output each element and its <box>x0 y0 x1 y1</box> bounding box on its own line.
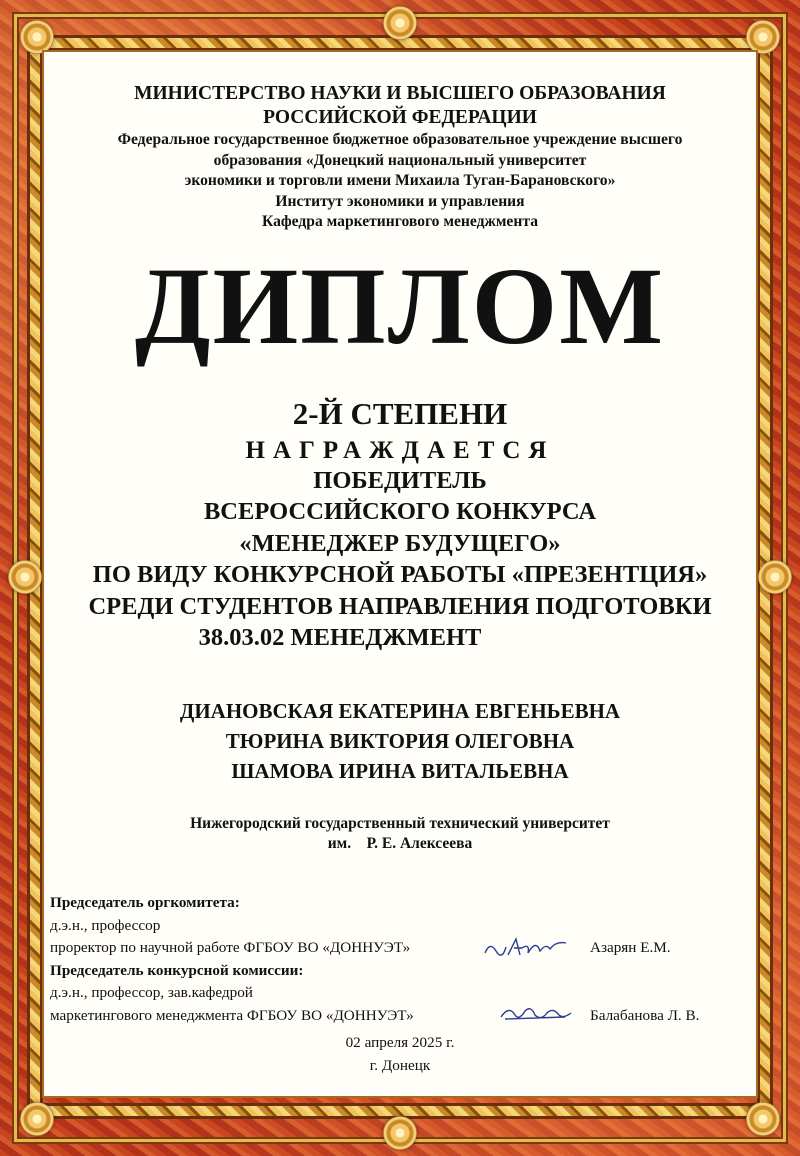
recipients-list <box>44 696 756 786</box>
university-block <box>44 814 756 854</box>
signatures-block <box>50 892 740 1027</box>
org-line-1: Федеральное государственное бюджетное образовательное учреждение высшего <box>117 131 683 148</box>
rose-ornament-icon <box>383 6 417 40</box>
chair-comm-degree: д.э.н., профессор, зав.кафедрой <box>50 984 253 1001</box>
awarded-label: НАГРАЖДАЕТСЯ <box>245 436 555 464</box>
department-name: Кафедра маркетингового менеджмента <box>261 213 538 231</box>
body-line: 38.03.02 МЕНЕДЖМЕНТ <box>198 624 482 652</box>
ministry-heading <box>44 82 756 130</box>
chair-comm-row <box>50 1005 740 1028</box>
recipient-name: ШАМОВА ИРИНА ВИТАЛЬЕВНА <box>231 758 569 783</box>
signature-azaryan-icon <box>480 933 570 963</box>
ministry-line-2: РОССИЙСКОЙ ФЕДЕРАЦИИ <box>263 107 537 128</box>
organization-block <box>44 130 756 233</box>
chair-org-name: Азарян Е.М. <box>590 939 671 956</box>
body-line: ВСЕРОССИЙСКОГО КОНКУРСА <box>203 498 597 526</box>
diploma-content <box>44 52 756 1096</box>
award-description <box>44 465 756 654</box>
body-line: «МЕНЕДЖЕР БУДУЩЕГО» <box>239 529 561 557</box>
rose-ornament-icon <box>746 20 780 54</box>
recipient-name: ТЮРИНА ВИКТОРИЯ ОЛЕГОВНА <box>225 728 575 753</box>
chair-org-row <box>50 937 740 960</box>
signature-balabanova-icon <box>495 1001 575 1027</box>
body-line: СРЕДИ СТУДЕНТОВ НАПРАВЛЕНИЯ ПОДГОТОВКИ <box>88 592 712 620</box>
issue-date: 02 апреля 2025 г. <box>345 1034 455 1051</box>
org-line-2: образования «Донецкий национальный университет <box>213 151 587 169</box>
body-line: ПОБЕДИТЕЛЬ <box>313 466 487 494</box>
chair-org-position: проректор по научной работе ФГБОУ ВО «ДОННУЭТ» <box>50 939 411 956</box>
rose-ornament-icon <box>20 20 54 54</box>
university-name: Нижегородский государственный технический университет <box>190 814 610 832</box>
rose-ornament-icon <box>8 560 42 594</box>
rose-ornament-icon <box>758 560 792 594</box>
chair-org-title: Председатель оргкомитета: <box>50 894 240 911</box>
ministry-line-1: МИНИСТЕРСТВО НАУКИ И ВЫСШЕГО ОБРАЗОВАНИЯ <box>134 83 666 104</box>
recipient-name: ДИАНОВСКАЯ ЕКАТЕРИНА ЕВГЕНЬЕВНА <box>179 698 621 723</box>
chair-comm-name: Балабанова Л. В. <box>590 1006 700 1024</box>
chair-org-degree: д.э.н., профессор <box>50 916 161 934</box>
issue-details <box>44 1032 756 1077</box>
issue-city: г. Донецк <box>369 1056 431 1074</box>
institute-name: Институт экономики и управления <box>275 192 525 210</box>
rose-ornament-icon <box>20 1102 54 1136</box>
org-line-3: экономики и торговли имени Михаила Туган-Барановского» <box>184 172 616 190</box>
rose-ornament-icon <box>746 1102 780 1136</box>
chair-comm-position: маркетингового менеджмента ФГБОУ ВО «ДОННУЭТ» <box>50 1006 414 1024</box>
rose-ornament-icon <box>383 1116 417 1150</box>
body-line: ПО ВИДУ КОНКУРСНОЙ РАБОТЫ «ПРЕЗЕНТЦИЯ» <box>92 561 708 589</box>
chair-comm-title: Председатель конкурсной комиссии: <box>50 961 304 979</box>
diploma-title: ДИПЛОМ <box>134 244 666 367</box>
university-named-after: им. Р. Е. Алексеева <box>327 834 473 852</box>
degree-title: 2-Й СТЕПЕНИ <box>292 395 508 431</box>
